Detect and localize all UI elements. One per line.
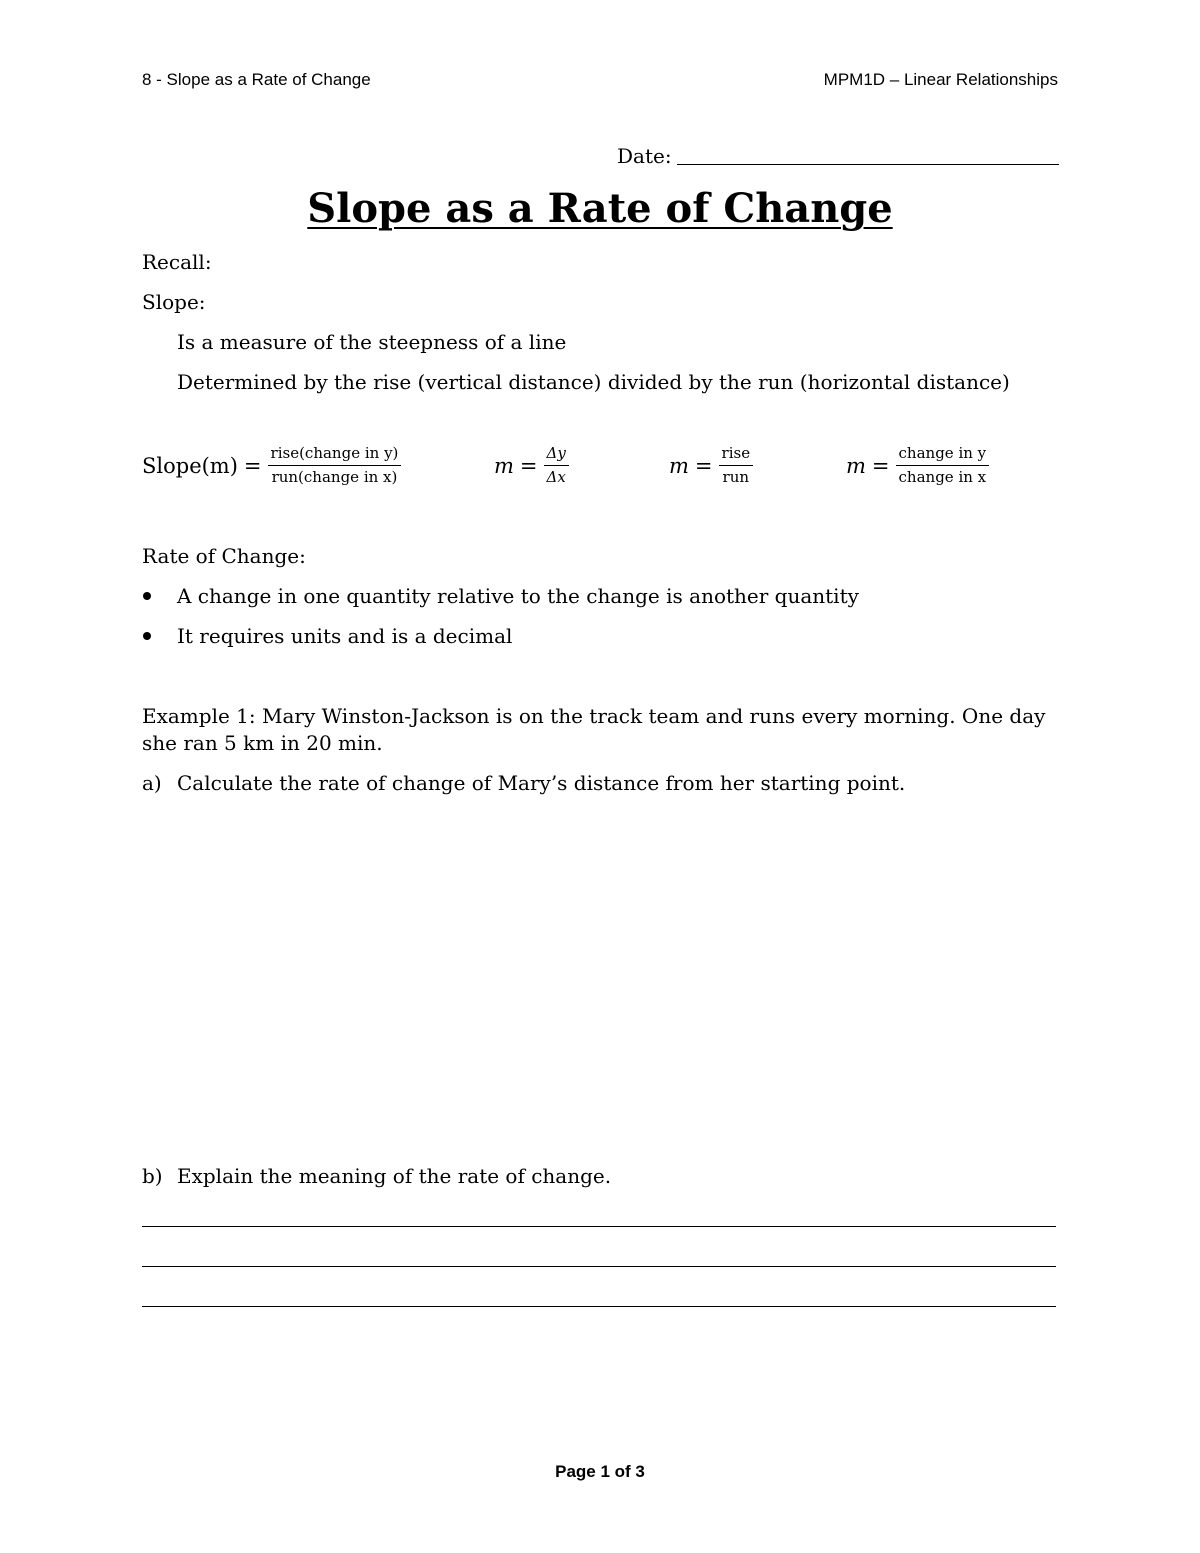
formula-4-lhs: m xyxy=(846,453,866,478)
slope-point-2: Determined by the rise (vertical distance) divided by the run (horizontal distance) xyxy=(177,370,1010,394)
formula-slope-definition xyxy=(142,444,401,487)
part-a-question: Calculate the rate of change of Mary’s distance from her starting point. xyxy=(177,771,906,795)
example-1-line-1: Example 1: Mary Winston-Jackson is on the track team and runs every morning. One day xyxy=(142,704,1046,728)
part-b-question: Explain the meaning of the rate of change. xyxy=(177,1164,612,1188)
rate-bullet-1: A change in one quantity relative to the change is another quantity xyxy=(177,584,859,608)
denominator: Δx xyxy=(546,468,566,486)
page-title: Slope as a Rate of Change xyxy=(307,185,893,232)
rate-of-change-label: Rate of Change: xyxy=(142,544,306,568)
denominator: change in x xyxy=(898,468,987,486)
example-1-line-2: she ran 5 km in 20 min. xyxy=(142,731,383,755)
rate-bullet-2: It requires units and is a decimal xyxy=(177,624,513,648)
date-blank-line xyxy=(677,164,1059,165)
numerator: rise(change in y) xyxy=(268,444,402,466)
fraction-delta xyxy=(544,444,569,487)
page-number-footer: Page 1 of 3 xyxy=(555,1462,645,1481)
fraction-rise-run-full xyxy=(268,444,402,487)
bullet-icon xyxy=(143,592,151,600)
answer-line[interactable] xyxy=(142,1306,1056,1307)
date-label: Date: xyxy=(617,144,672,168)
header-left: 8 - Slope as a Rate of Change xyxy=(142,70,371,89)
numerator: Δy xyxy=(544,444,569,466)
numerator: rise xyxy=(719,444,754,466)
numerator: change in y xyxy=(896,444,990,466)
fraction-change xyxy=(896,444,990,487)
bullet-icon xyxy=(143,632,151,640)
equals-sign: = xyxy=(871,453,890,478)
formula-2-lhs: m xyxy=(494,453,514,478)
answer-line[interactable] xyxy=(142,1266,1056,1267)
denominator: run(change in x) xyxy=(271,468,398,486)
formula-delta xyxy=(494,444,569,487)
part-a-marker: a) xyxy=(142,771,162,795)
recall-label: Recall: xyxy=(142,250,212,274)
slope-point-1: Is a measure of the steepness of a line xyxy=(177,330,567,354)
part-b-marker: b) xyxy=(142,1164,163,1188)
formula-3-lhs: m xyxy=(669,453,689,478)
equals-sign: = xyxy=(519,453,538,478)
fraction-rise-run xyxy=(719,444,754,487)
equals-sign: = xyxy=(694,453,713,478)
formula-change xyxy=(846,444,989,487)
formula-rise-run xyxy=(669,444,753,487)
answer-line[interactable] xyxy=(142,1226,1056,1227)
formula-1-lhs: Slope(m) xyxy=(142,453,238,478)
slope-label: Slope: xyxy=(142,290,206,314)
equals-sign: = xyxy=(243,453,262,478)
header-right: MPM1D – Linear Relationships xyxy=(823,70,1058,89)
denominator: run xyxy=(722,468,750,486)
